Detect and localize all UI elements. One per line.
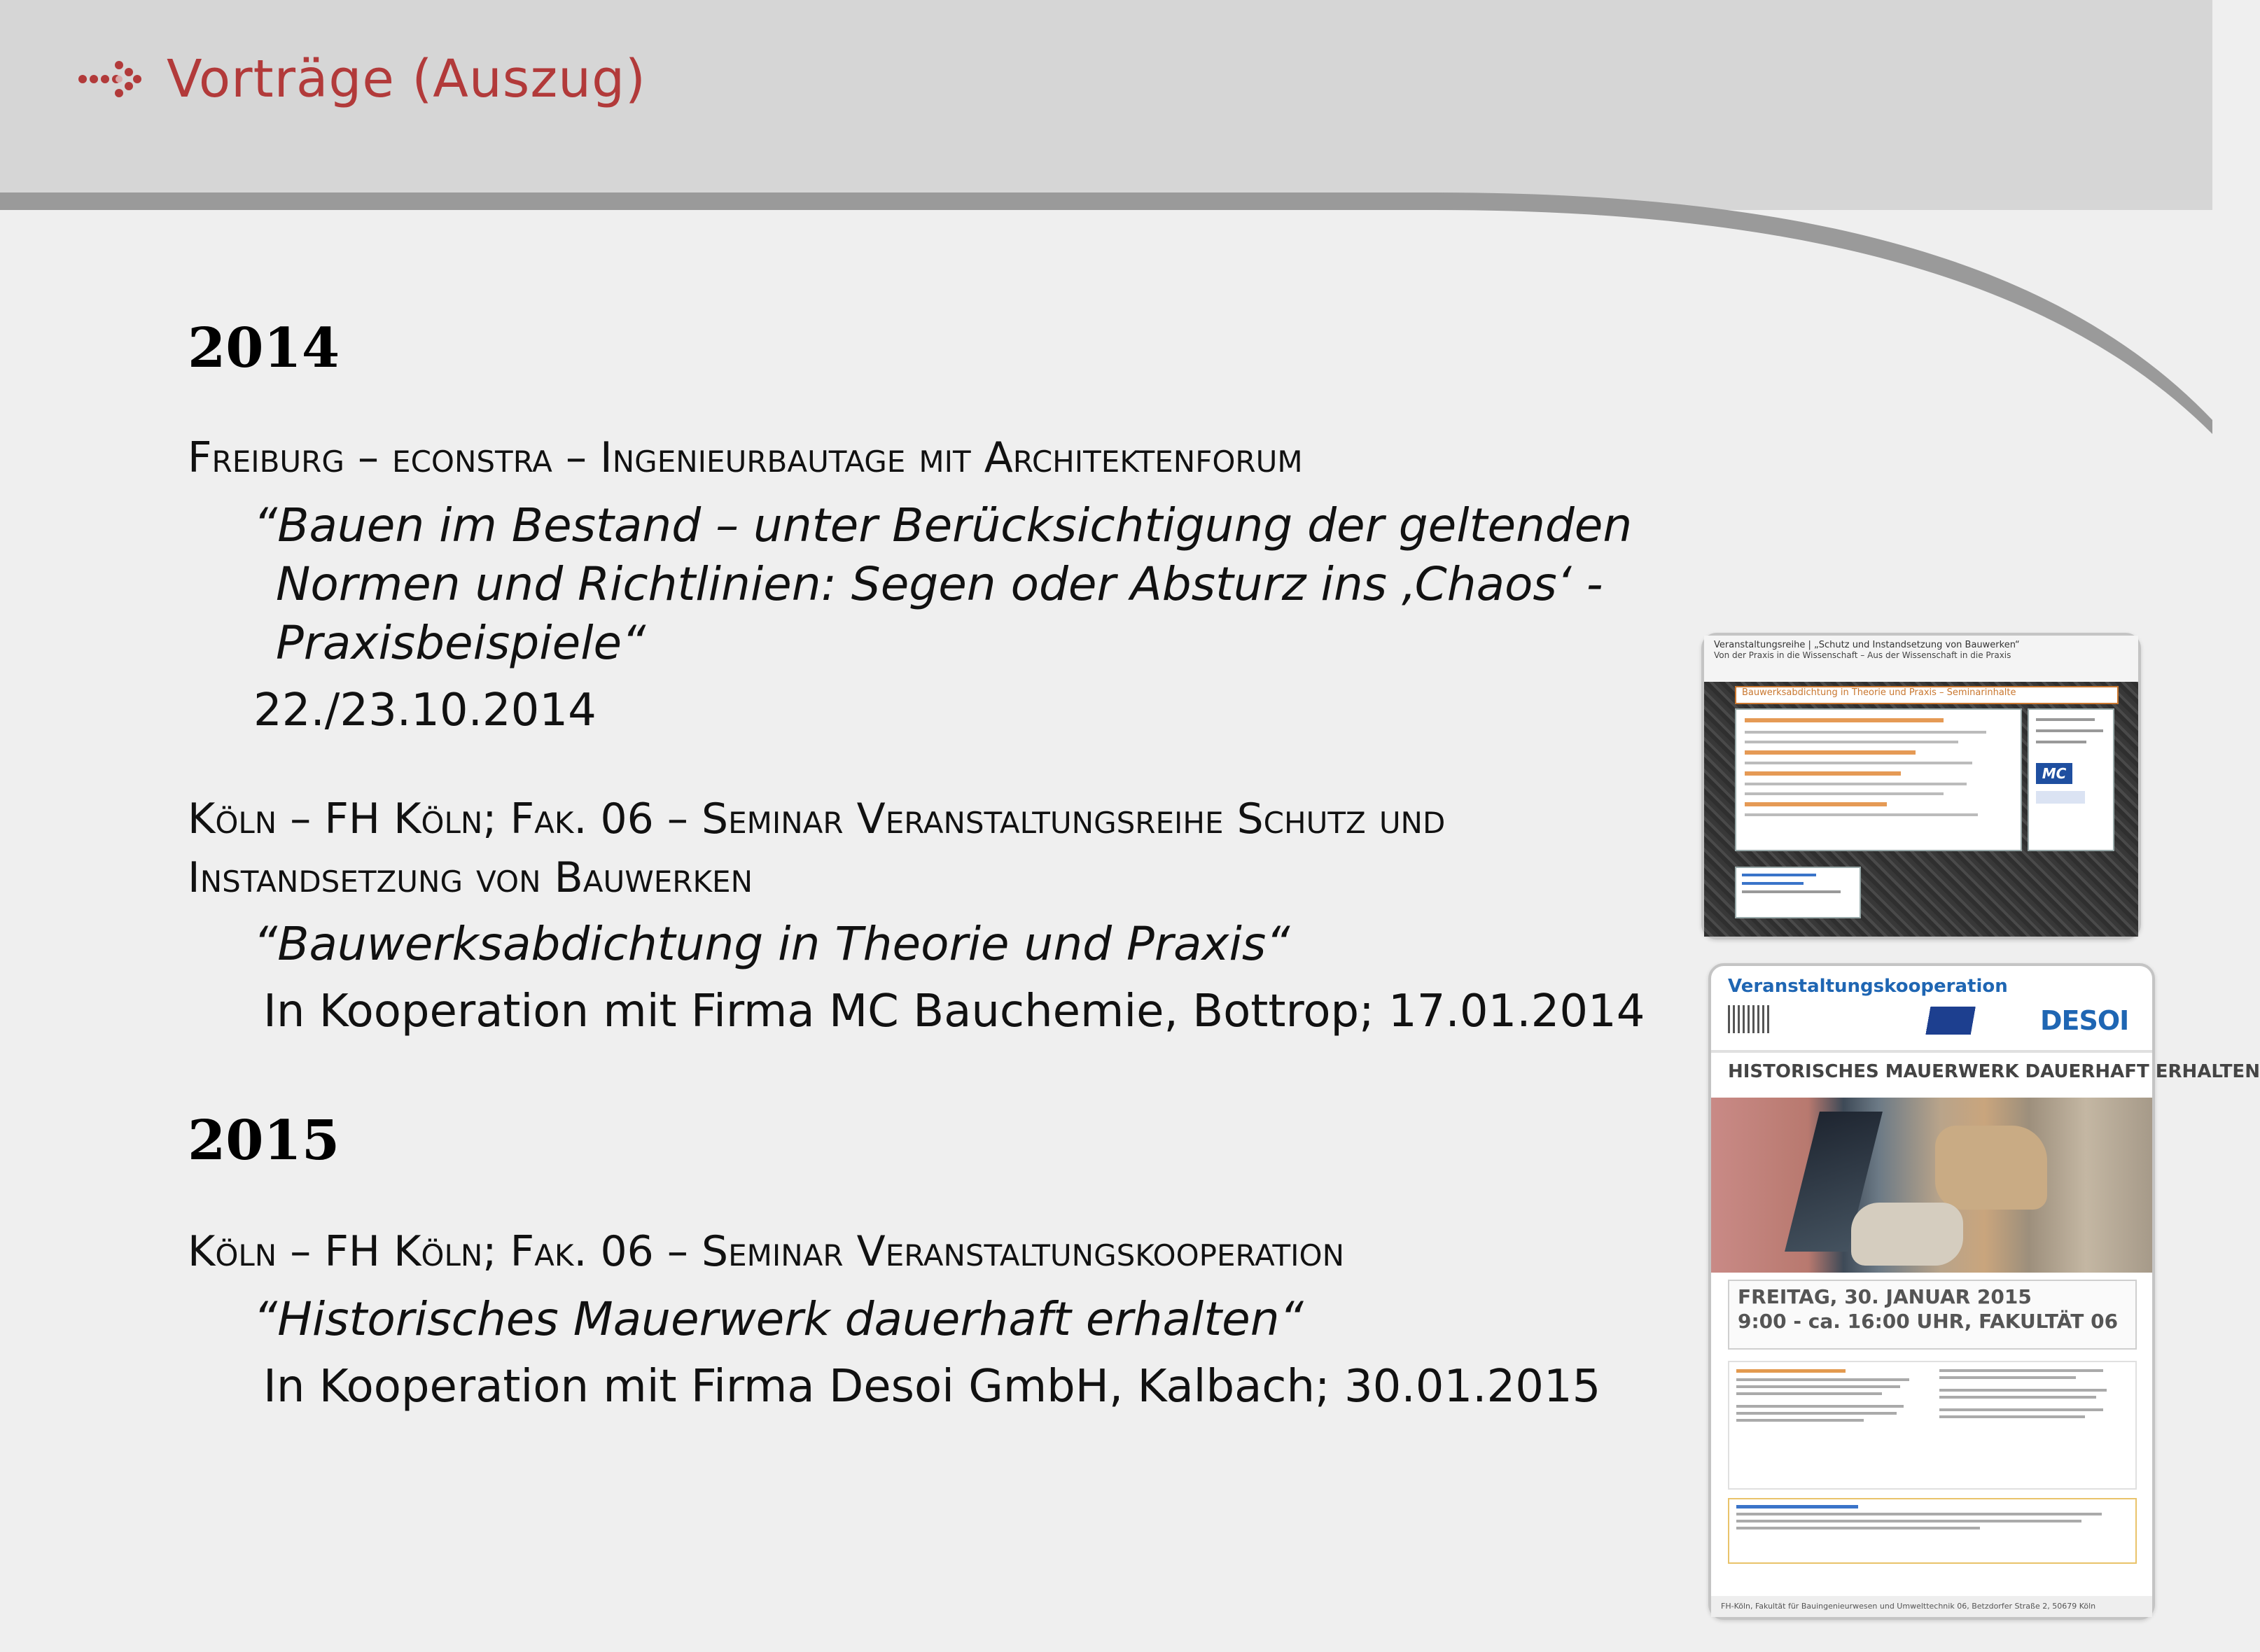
talk-title-line: “Historisches Mauerwerk dauerhaft erhalten“ bbox=[253, 1292, 1304, 1346]
talk-title-line: Praxisbeispiele“ bbox=[276, 616, 646, 670]
fh-koeln-logo bbox=[1728, 1005, 1770, 1033]
flyer-header-line: Veranstaltungsreihe | „Schutz und Instandsetzung von Bauwerken“ bbox=[1714, 640, 2020, 650]
flyer-registration-box bbox=[1728, 1498, 2137, 1564]
masonry-photo bbox=[1711, 1098, 2152, 1273]
year-heading-2015: 2015 bbox=[188, 1109, 340, 1172]
event-title: Köln – FH Köln; Fak. 06 – Seminar Veranstaltungskooperation bbox=[188, 1227, 1344, 1276]
flyer-date-line: FREITAG, 30. JANUAR 2015 bbox=[1738, 1285, 2032, 1308]
event-title: Instandsetzung von Bauwerken bbox=[188, 853, 753, 902]
event-cooperation: In Kooperation mit Firma Desoi GmbH, Kalbach; 30.01.2015 bbox=[263, 1361, 1601, 1413]
event-cooperation: In Kooperation mit Firma MC Bauchemie, Bottrop; 17.01.2014 bbox=[263, 986, 1645, 1037]
flyer-banner bbox=[1735, 686, 2119, 704]
event-date: 22./23.10.2014 bbox=[253, 685, 597, 736]
year-heading-2014: 2014 bbox=[188, 316, 340, 380]
flyer-header bbox=[1704, 636, 2138, 682]
flyer-content-box bbox=[1735, 708, 2022, 851]
dominik-logo bbox=[1914, 1007, 1991, 1035]
flyer-date-box bbox=[1735, 867, 1861, 918]
page-title: Vorträge (Auszug) bbox=[167, 49, 646, 109]
flyer-thumbnail-2014 bbox=[1701, 633, 2141, 939]
flyer-side-box bbox=[2028, 708, 2114, 851]
flyer-headline: HISTORISCHES MAUERWERK DAUERHAFT ERHALTEN bbox=[1728, 1061, 2260, 1082]
flyer-kicker: Veranstaltungskooperation bbox=[1728, 976, 2008, 997]
flyer-thumbnail-2015 bbox=[1708, 963, 2260, 1620]
flyer-header-line: Von der Praxis in die Wissenschaft – Aus der Wissenschaft in die Praxis bbox=[1714, 650, 2011, 660]
flyer-footer: FH-Köln, Fakultät für Bauingenieurwesen und Umwelttechnik 06, Betzdorfer Straße 2, 50679 Köln bbox=[1711, 1596, 2152, 1617]
dominik-logo bbox=[2036, 791, 2085, 804]
flyer-date-box bbox=[1728, 1280, 2137, 1350]
event-title: Freiburg – econstra – Ingenieurbautage mit Architektenforum bbox=[188, 433, 1303, 482]
talk-title-line: “Bauen im Bestand – unter Berücksichtigung der geltenden bbox=[253, 498, 1633, 552]
talk-title-line: Normen und Richtlinien: Segen oder Absturz ins ‚Chaos‘ - bbox=[276, 557, 1603, 611]
talk-title-line: “Bauwerksabdichtung in Theorie und Praxis“ bbox=[253, 917, 1290, 971]
flyer-banner-text: Bauwerksabdichtung in Theorie und Praxis – Seminarinhalte bbox=[1742, 687, 2016, 698]
event-title: Köln – FH Köln; Fak. 06 – Seminar Veranstaltungsreihe Schutz und bbox=[188, 794, 1446, 844]
slide-header bbox=[77, 49, 646, 109]
desoi-logo: DESOI bbox=[2040, 1005, 2129, 1036]
flyer-program-box bbox=[1728, 1361, 2137, 1490]
flyer-time-line: 9:00 - ca. 16:00 UHR, FAKULTÄT 06 bbox=[1738, 1310, 2119, 1333]
mc-logo: MC bbox=[2036, 763, 2072, 784]
arrow-dots-icon bbox=[77, 51, 147, 107]
